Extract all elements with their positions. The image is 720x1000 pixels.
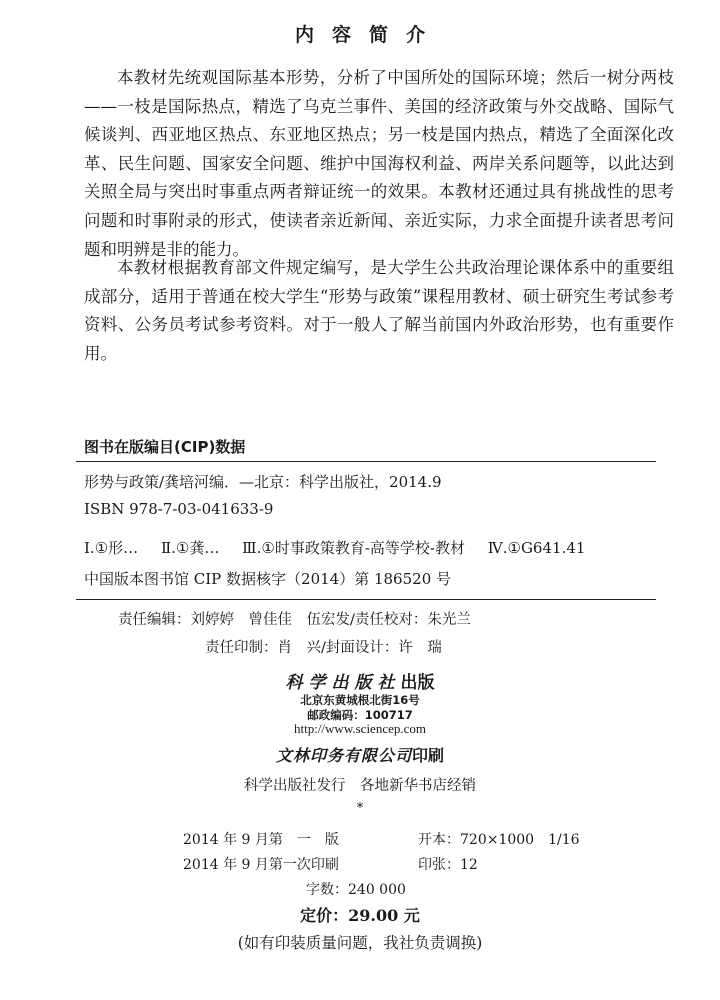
edition-info: 2014 年 9 月第 一 版 [183, 832, 339, 848]
intro-paragraph-2: 本教材根据教育部文件规定编写，是大学生公共政治理论课体系中的重要组成部分，适用于普通在校大学生“形势与政策”课程用教材、硕士研究生考试参考资料、公务员考试参考资料。对于一般人了解当前国内外政治形势，也有重要作用。 [84, 258, 674, 363]
printer-line [0, 743, 720, 766]
format-info: 开本：720×1000 1/16 [418, 832, 580, 848]
editor-credits: 责任编辑：刘婷婷 曾佳佳 伍宏发/责任校对：朱光兰 [118, 612, 471, 628]
publisher-url: http://www.sciencep.com [293, 721, 426, 736]
publisher-line [0, 668, 720, 693]
quality-notice: (如有印装质量问题，我社负责调换) [237, 934, 483, 952]
cip-header: 图书在版编目(CIP)数据 [84, 438, 246, 456]
printer-suffix: 印刷 [412, 746, 445, 765]
publisher-suffix: 出版 [400, 673, 435, 693]
intro-title: 内容简介 [294, 24, 443, 46]
publisher-postal-code: 邮政编码：100717 [307, 708, 413, 722]
cip-title-line: 形势与政策/龚培河编．—北京：科学出版社，2014.9 [84, 473, 442, 491]
cip-class-3: Ⅲ.①时事政策教育-高等学校-教材 [242, 539, 465, 557]
word-count: 字数：240 000 [306, 882, 406, 898]
cip-top-rule [76, 461, 656, 462]
printer-name: 文林印务有限公司 [275, 746, 412, 765]
separator-asterisk: * [356, 801, 364, 816]
intro-paragraph-1: 本教材先统观国际基本形势，分析了中国所处的国际环境；然后一树分两枝——一枝是国际热点，精选了乌克兰事件、美国的经济政策与外交战略、国际气候谈判、西亚地区热点、东亚地区热点；另一枝是国内热点，精选了全面深化改革、民生问题、国家安全问题、维护中国海权利益、两岸关系问题等，以此达到关照全局与突出时事重点两者辩证统一的效果。本教材还通过具有挑战性的思考问题和时事附录的形式，使读者亲近新闻、亲近实际，力求全面提升读者思考问题和明辨是非的能力。 [84, 68, 674, 259]
cip-class-1: Ⅰ.①形… [84, 539, 139, 557]
cip-class-2: Ⅱ.①龚… [160, 539, 220, 557]
publisher-logo-text: 科学出版社 [285, 673, 401, 693]
cip-isbn: ISBN 978-7-03-041633-9 [84, 500, 274, 518]
production-credits: 责任印制：肖 兴/封面设计：许 瑞 [205, 640, 442, 656]
sheets-info: 印张：12 [418, 857, 478, 873]
cip-bottom-rule [76, 599, 656, 600]
cip-record-number: 中国版本图书馆 CIP 数据核字（2014）第 186520 号 [84, 570, 452, 588]
cip-class-4: Ⅳ.①G641.41 [487, 539, 586, 557]
printing-info: 2014 年 9 月第一次印刷 [183, 857, 339, 873]
price: 定价：29.00 元 [300, 906, 420, 925]
cip-classification [84, 537, 585, 558]
publisher-address: 北京东黄城根北街16号 [300, 693, 420, 707]
distribution-line: 科学出版社发行 各地新华书店经销 [244, 778, 476, 794]
